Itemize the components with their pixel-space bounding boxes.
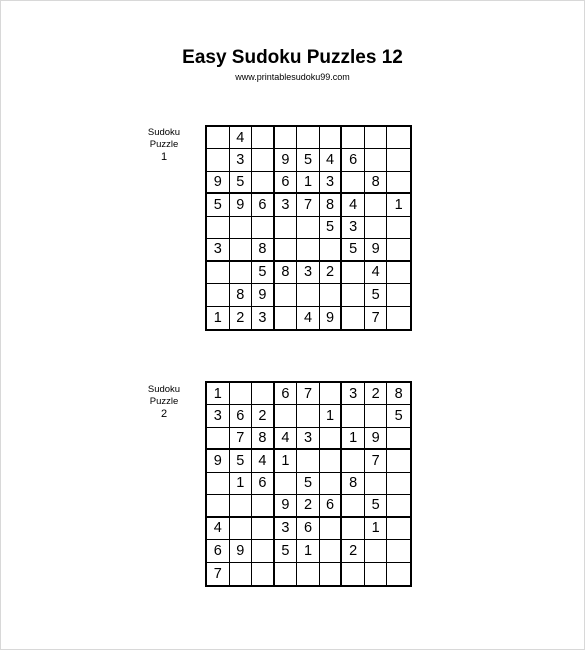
sudoku-cell: 2	[252, 405, 275, 427]
sudoku-cell: 4	[207, 518, 230, 540]
sudoku-cell	[230, 239, 253, 261]
sudoku-cell: 7	[365, 450, 388, 472]
sudoku-cell: 2	[297, 495, 320, 517]
sudoku-cell	[320, 383, 343, 405]
sudoku-cell	[387, 428, 410, 450]
sudoku-cell: 1	[387, 194, 410, 216]
sudoku-cell: 1	[320, 405, 343, 427]
sudoku-cell: 3	[297, 428, 320, 450]
sudoku-cell	[297, 284, 320, 306]
sudoku-cell: 5	[320, 217, 343, 239]
sudoku-cell: 5	[297, 473, 320, 495]
sudoku-cell: 3	[297, 262, 320, 284]
sudoku-cell	[342, 172, 365, 194]
sudoku-cell: 8	[387, 383, 410, 405]
sudoku-cell: 6	[297, 518, 320, 540]
sudoku-cell	[387, 307, 410, 329]
sudoku-cell	[387, 563, 410, 585]
sudoku-cell: 6	[252, 194, 275, 216]
sudoku-cell	[320, 428, 343, 450]
sudoku-cell: 5	[230, 172, 253, 194]
sudoku-cell: 5	[387, 405, 410, 427]
sudoku-cell: 4	[230, 127, 253, 149]
sudoku-cell	[320, 518, 343, 540]
sudoku-cell	[387, 172, 410, 194]
sudoku-cell	[275, 284, 298, 306]
sudoku-cell	[342, 563, 365, 585]
sudoku-cell: 3	[275, 194, 298, 216]
sudoku-cell	[387, 149, 410, 171]
sudoku-cell	[365, 149, 388, 171]
sudoku-cell: 4	[275, 428, 298, 450]
sudoku-cell: 6	[207, 540, 230, 562]
sudoku-cell	[320, 284, 343, 306]
sudoku-cell	[365, 194, 388, 216]
sudoku-cell: 3	[342, 217, 365, 239]
sudoku-cell: 8	[342, 473, 365, 495]
sudoku-cell	[342, 262, 365, 284]
sudoku-cell	[252, 149, 275, 171]
sudoku-cell: 9	[275, 149, 298, 171]
sudoku-cell: 1	[297, 540, 320, 562]
sudoku-cell	[320, 450, 343, 472]
sudoku-cell: 7	[365, 307, 388, 329]
sudoku-cell: 4	[342, 194, 365, 216]
sudoku-cell: 9	[207, 172, 230, 194]
sudoku-cell: 9	[230, 194, 253, 216]
sudoku-cell: 9	[207, 450, 230, 472]
sudoku-cell: 1	[230, 473, 253, 495]
sudoku-cell: 1	[275, 450, 298, 472]
sudoku-cell: 6	[320, 495, 343, 517]
puzzle-2-number: 2	[160, 408, 168, 420]
sudoku-cell: 7	[207, 563, 230, 585]
sudoku-cell: 2	[342, 540, 365, 562]
sudoku-cell: 6	[252, 473, 275, 495]
sudoku-cell	[230, 518, 253, 540]
sudoku-cell: 6	[275, 383, 298, 405]
sudoku-cell	[275, 239, 298, 261]
sudoku-cell	[297, 450, 320, 472]
sudoku-cell: 5	[207, 194, 230, 216]
sudoku-cell	[320, 127, 343, 149]
sudoku-cell	[297, 217, 320, 239]
sudoku-grid-2	[205, 381, 412, 587]
sudoku-cell: 8	[230, 284, 253, 306]
sudoku-cell: 4	[320, 149, 343, 171]
sudoku-cell	[365, 473, 388, 495]
sudoku-cell	[252, 495, 275, 517]
sudoku-cell	[342, 284, 365, 306]
sudoku-cell: 2	[365, 383, 388, 405]
sudoku-cell	[207, 127, 230, 149]
sudoku-cell	[252, 540, 275, 562]
sudoku-cell: 2	[230, 307, 253, 329]
sudoku-cell: 6	[342, 149, 365, 171]
sudoku-cell	[387, 518, 410, 540]
page-title: Easy Sudoku Puzzles 12	[182, 47, 403, 68]
sudoku-cell: 1	[365, 518, 388, 540]
sudoku-cell	[387, 127, 410, 149]
sudoku-cell: 8	[275, 262, 298, 284]
sudoku-cell	[252, 127, 275, 149]
sudoku-cell	[320, 239, 343, 261]
sudoku-cell	[275, 217, 298, 239]
sudoku-cell: 2	[320, 262, 343, 284]
sudoku-cell: 8	[252, 239, 275, 261]
sudoku-cell	[297, 405, 320, 427]
sudoku-cell: 6	[275, 172, 298, 194]
sudoku-cell	[342, 307, 365, 329]
sudoku-cell	[387, 239, 410, 261]
sudoku-cell: 6	[230, 405, 253, 427]
sudoku-cell: 8	[365, 172, 388, 194]
sudoku-cell: 3	[252, 307, 275, 329]
sudoku-cell	[207, 217, 230, 239]
puzzle-2-label-line1: Sudoku	[147, 384, 181, 395]
sudoku-cell: 9	[365, 428, 388, 450]
sudoku-cell	[342, 518, 365, 540]
sudoku-cell: 9	[320, 307, 343, 329]
sudoku-cell	[320, 473, 343, 495]
sudoku-cell: 9	[365, 239, 388, 261]
sudoku-cell	[252, 518, 275, 540]
sudoku-cell	[342, 405, 365, 427]
sudoku-cell	[342, 495, 365, 517]
sudoku-cell	[297, 239, 320, 261]
sudoku-cell	[275, 563, 298, 585]
sudoku-cell: 1	[342, 428, 365, 450]
puzzle-1-label	[139, 127, 189, 163]
sudoku-cell	[230, 563, 253, 585]
sudoku-cell: 7	[297, 194, 320, 216]
puzzle-1-label-line2: Puzzle	[149, 139, 179, 150]
sudoku-cell: 3	[320, 172, 343, 194]
sudoku-cell	[275, 307, 298, 329]
sudoku-cell: 5	[275, 540, 298, 562]
sudoku-cell	[252, 172, 275, 194]
puzzle-1-number: 1	[160, 151, 168, 163]
sudoku-cell	[387, 450, 410, 472]
sudoku-cell: 5	[342, 239, 365, 261]
sudoku-cell: 3	[230, 149, 253, 171]
sudoku-cell	[365, 217, 388, 239]
sudoku-grid-1	[205, 125, 412, 331]
sudoku-cell	[387, 540, 410, 562]
sudoku-cell: 1	[207, 383, 230, 405]
sudoku-cell	[320, 563, 343, 585]
sudoku-cell: 9	[230, 540, 253, 562]
sudoku-cell: 3	[275, 518, 298, 540]
sudoku-cell	[230, 383, 253, 405]
sudoku-cell	[365, 563, 388, 585]
sudoku-cell	[342, 450, 365, 472]
sudoku-cell	[387, 284, 410, 306]
puzzle-2-label-line2: Puzzle	[149, 396, 179, 407]
sudoku-cell: 5	[252, 262, 275, 284]
sudoku-cell: 1	[297, 172, 320, 194]
sudoku-cell	[365, 405, 388, 427]
sudoku-cell	[275, 127, 298, 149]
sudoku-cell: 1	[207, 307, 230, 329]
sudoku-cell	[207, 495, 230, 517]
sudoku-cell	[252, 217, 275, 239]
sudoku-cell: 5	[365, 495, 388, 517]
sudoku-cell	[365, 540, 388, 562]
puzzle-2-label	[139, 384, 189, 420]
sudoku-cell	[252, 563, 275, 585]
sudoku-cell	[387, 473, 410, 495]
sudoku-cell: 5	[365, 284, 388, 306]
sudoku-cell	[275, 405, 298, 427]
sudoku-cell: 4	[297, 307, 320, 329]
sudoku-cell: 7	[230, 428, 253, 450]
sudoku-cell	[207, 473, 230, 495]
sudoku-cell: 9	[275, 495, 298, 517]
sudoku-cell: 9	[252, 284, 275, 306]
sudoku-cell: 4	[365, 262, 388, 284]
sudoku-cell: 3	[342, 383, 365, 405]
sudoku-cell: 8	[320, 194, 343, 216]
sudoku-cell	[207, 149, 230, 171]
sudoku-cell	[275, 473, 298, 495]
sudoku-cell: 3	[207, 239, 230, 261]
sudoku-cell	[207, 428, 230, 450]
sudoku-cell	[387, 262, 410, 284]
sudoku-cell	[342, 127, 365, 149]
sudoku-cell: 5	[230, 450, 253, 472]
sudoku-cell: 8	[252, 428, 275, 450]
sudoku-cell	[297, 127, 320, 149]
sudoku-cell	[230, 495, 253, 517]
sudoku-cell: 4	[252, 450, 275, 472]
sudoku-cell	[252, 383, 275, 405]
sudoku-cell	[320, 540, 343, 562]
sudoku-cell	[207, 262, 230, 284]
sudoku-cell	[207, 284, 230, 306]
sudoku-cell: 3	[207, 405, 230, 427]
sudoku-cell: 5	[297, 149, 320, 171]
puzzle-1-label-line1: Sudoku	[147, 127, 181, 138]
sudoku-cell	[230, 217, 253, 239]
sudoku-cell	[365, 127, 388, 149]
site-url: www.printablesudoku99.com	[235, 72, 350, 82]
sudoku-cell: 7	[297, 383, 320, 405]
sudoku-cell	[387, 217, 410, 239]
sudoku-cell	[387, 495, 410, 517]
sudoku-cell	[230, 262, 253, 284]
sudoku-cell	[297, 563, 320, 585]
